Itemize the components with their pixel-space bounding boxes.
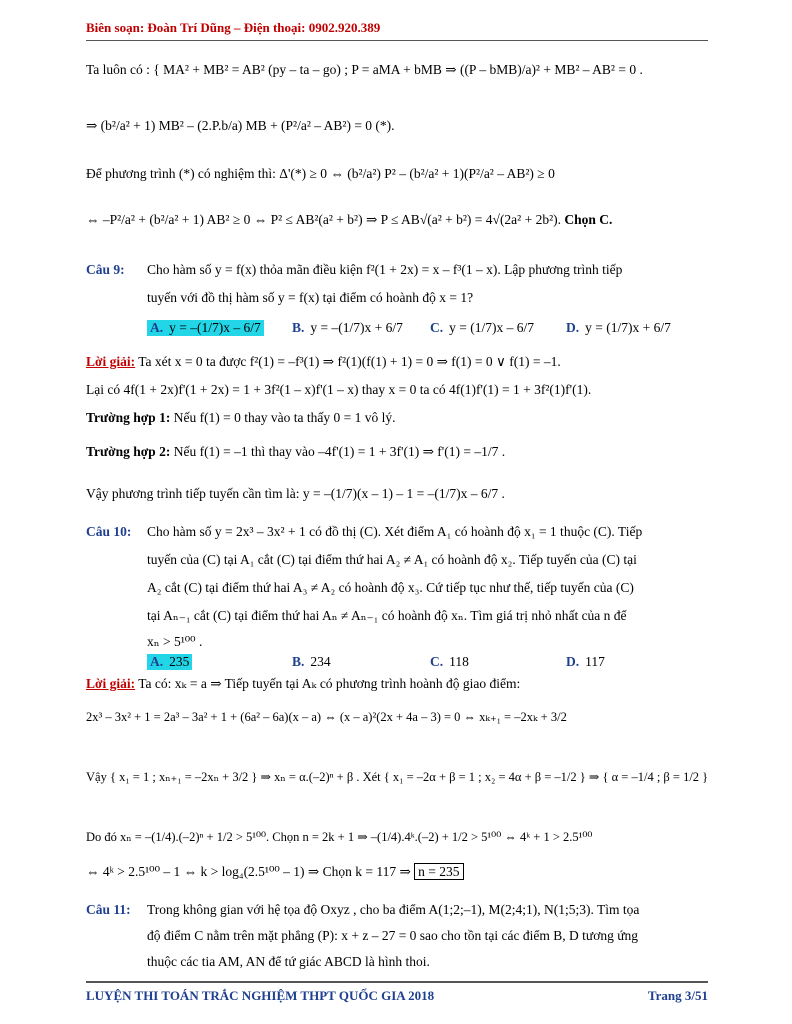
question-9-case-1 — [86, 410, 396, 426]
solution-line-4-text: ⇔ –P²/a² + (b²/a² + 1) AB² ≥ 0 ⇔ P² ≤ AB²(a² + b²) ⇒ P ≤ AB√(a² + b²) = 4√(2a² + 2b²). — [86, 212, 562, 227]
footer-title: LUYỆN THI TOÁN TRẮC NGHIỆM THPT QUỐC GIA 2018 — [86, 988, 435, 1003]
question-10-solution-4: Do đó xₙ = –(1/4).(–2)ⁿ + 1/2 > 5¹⁰⁰. Chọn n = 2k + 1 ⇒ –(1/4).4ᵏ.(–2) + 1/2 > 5¹⁰⁰ ⇔ 4ᵏ + 1 > 2.5¹⁰⁰ — [86, 830, 593, 844]
choice-c-label: Chọn C. — [564, 212, 613, 227]
question-10-label: Câu 10: — [86, 524, 132, 539]
question-9-text-2: tuyến với đồ thị hàm số y = f(x) tại điểm có hoành độ x = 1? — [147, 290, 474, 305]
question-11-text-2: độ điểm C nằm trên mặt phẳng (P): x + z – 27 = 0 sao cho tồn tại các điểm B, D tương ứng — [147, 928, 639, 943]
case-2-label: Trường hợp 2: — [86, 444, 171, 459]
question-10-text-5: xₙ > 5¹⁰⁰ . — [147, 634, 203, 649]
case-1-text: Nếu f(1) = 0 thay vào ta thấy 0 = 1 vô lý. — [173, 410, 396, 425]
option-d-label: D. — [566, 320, 580, 335]
question-10-solution-2: 2x³ – 3x² + 1 = 2a³ – 3a² + 1 + (6a² – 6a)(x – a) ⇔ (x – a)²(2x + 4a – 3) = 0 ⇔ xₖ₊₁ = –2xₖ + 3/2 — [86, 710, 567, 724]
solution-line-3: Để phương trình (*) có nghiệm thì: Δ'(*) ≥ 0 ⇔ (b²/a²) P² – (b²/a² + 1)(P²/a² – AB²) ≥ 0 — [86, 166, 555, 181]
question-10-option-c[interactable] — [430, 654, 469, 670]
question-10-text-4: tại Aₙ₋₁ cắt (C) tại điểm thứ hai Aₙ ≠ Aₙ₋₁ có hoành độ xₙ. Tìm giá trị nhỏ nhất của n để — [147, 608, 627, 623]
option-c-label: C. — [430, 320, 444, 335]
question-10-option-d[interactable] — [566, 654, 605, 670]
question-11-text-3: thuộc các tia AM, AN để tứ giác ABCD là hình thoi. — [147, 954, 430, 969]
option-a-value: y = –(1/7)x – 6/7 — [169, 320, 261, 335]
option-c-value: y = (1/7)x – 6/7 — [449, 320, 534, 335]
final-answer-box: n = 235 — [414, 863, 463, 880]
question-9-option-b[interactable] — [292, 320, 403, 336]
solution-line-2: ⇒ (b²/a² + 1) MB² – (2.P.b/a) MB + (P²/a² – AB²) = 0 (*). — [86, 118, 395, 133]
page-number: Trang 3/51 — [647, 988, 708, 1003]
question-9-solution-2: Lại có 4f(1 + 2x)f'(1 + 2x) = 1 + 3f²(1 – x)f'(1 – x) thay x = 0 ta có 4f(1)f'(1) = 1 + 3f²(1)f'(1). — [86, 382, 592, 397]
question-10-text-3: A₂ cắt (C) tại điểm thứ hai A₃ ≠ A₂ có hoành độ x₃. Cứ tiếp tục như thế, tiếp tuyến của (C) — [147, 580, 634, 595]
question-11-label: Câu 11: — [86, 902, 131, 917]
question-10-text-1: Cho hàm số y = 2x³ – 3x² + 1 có đồ thị (C). Xét điểm A₁ có hoành độ x₁ = 1 thuộc (C). Tiếp — [147, 524, 643, 539]
option-c-value: 118 — [449, 654, 469, 669]
question-9-label: Câu 9: — [86, 262, 125, 277]
question-9-case-2 — [86, 444, 505, 460]
option-b-label: B. — [292, 654, 305, 669]
question-9-conclusion: Vậy phương trình tiếp tuyến cần tìm là: y = –(1/7)(x – 1) – 1 = –(1/7)x – 6/7 . — [86, 486, 505, 501]
solution-label: Lời giải: — [86, 676, 136, 691]
solution-line-4 — [86, 212, 612, 228]
option-b-label: B. — [292, 320, 305, 335]
option-d-label: D. — [566, 654, 580, 669]
question-10-solution-3: Vậy { x₁ = 1 ; xₙ₊₁ = –2xₙ + 3/2 } ⇒ xₙ = α.(–2)ⁿ + β . Xét { x₁ = –2α + β = 1 ; x₂ = 4α + β = –1/2 } ⇒ { α = –1/4 ; β = 1/2 } — [86, 770, 709, 784]
question-9-option-a[interactable] — [147, 320, 264, 336]
page-header-title: Biên soạn: Đoàn Trí Dũng – Điện thoại: 0902.920.389 — [86, 20, 381, 35]
option-b-value: y = –(1/7)x + 6/7 — [310, 320, 403, 335]
question-10-text-2: tuyến của (C) tại A₁ cắt (C) tại điểm thứ hai A₂ ≠ A₁ có hoành độ x₂. Tiếp tuyến của (C) tại — [147, 552, 637, 567]
solution-text: Ta xét x = 0 ta được f²(1) = –f³(1) ⇒ f²(1)(f(1) + 1) = 0 ⇒ f(1) = 0 ∨ f(1) = –1. — [138, 354, 561, 369]
question-11-text-1: Trong không gian với hệ tọa độ Oxyz , cho ba điểm A(1;2;–1), M(2;4;1), N(1;5;3). Tìm tọa — [147, 902, 640, 917]
solution-label: Lời giải: — [86, 354, 136, 369]
question-10-option-a[interactable] — [147, 654, 192, 670]
solution-line-1: Ta luôn có : { MA² + MB² = AB² (py – ta – go) ; P = aMA + bMB ⇒ ((P – bMB)/a)² + MB² – AB² = 0 . — [86, 62, 643, 77]
option-c-label: C. — [430, 654, 444, 669]
option-a-value: 235 — [169, 654, 190, 669]
header-divider — [86, 40, 708, 41]
option-d-value: y = (1/7)x + 6/7 — [585, 320, 671, 335]
solution-text: Ta có: xₖ = a ⇒ Tiếp tuyến tại Aₖ có phương trình hoành độ giao điểm: — [138, 676, 521, 691]
case-1-label: Trường hợp 1: — [86, 410, 171, 425]
case-2-text: Nếu f(1) = –1 thì thay vào –4f'(1) = 1 + 3f'(1) ⇒ f'(1) = –1/7 . — [173, 444, 506, 459]
option-b-value: 234 — [310, 654, 331, 669]
option-a-label: A. — [150, 320, 164, 335]
option-d-value: 117 — [585, 654, 605, 669]
question-10-solution-1 — [86, 676, 520, 692]
solution-5-text: ⇔ 4ᵏ > 2.5¹⁰⁰ – 1 ⇔ k > log₄(2.5¹⁰⁰ – 1) ⇒ Chọn k = 117 ⇒ — [86, 864, 411, 879]
question-9-solution-1 — [86, 354, 561, 370]
option-a-label: A. — [150, 654, 164, 669]
question-10-solution-5 — [86, 864, 464, 880]
question-9-option-d[interactable] — [566, 320, 671, 336]
question-9-option-c[interactable] — [430, 320, 534, 336]
question-10-option-b[interactable] — [292, 654, 331, 670]
question-9-text-1: Cho hàm số y = f(x) thỏa mãn điều kiện f²(1 + 2x) = x – f³(1 – x). Lập phương trình tiếp — [147, 262, 623, 277]
footer-divider — [86, 981, 708, 983]
